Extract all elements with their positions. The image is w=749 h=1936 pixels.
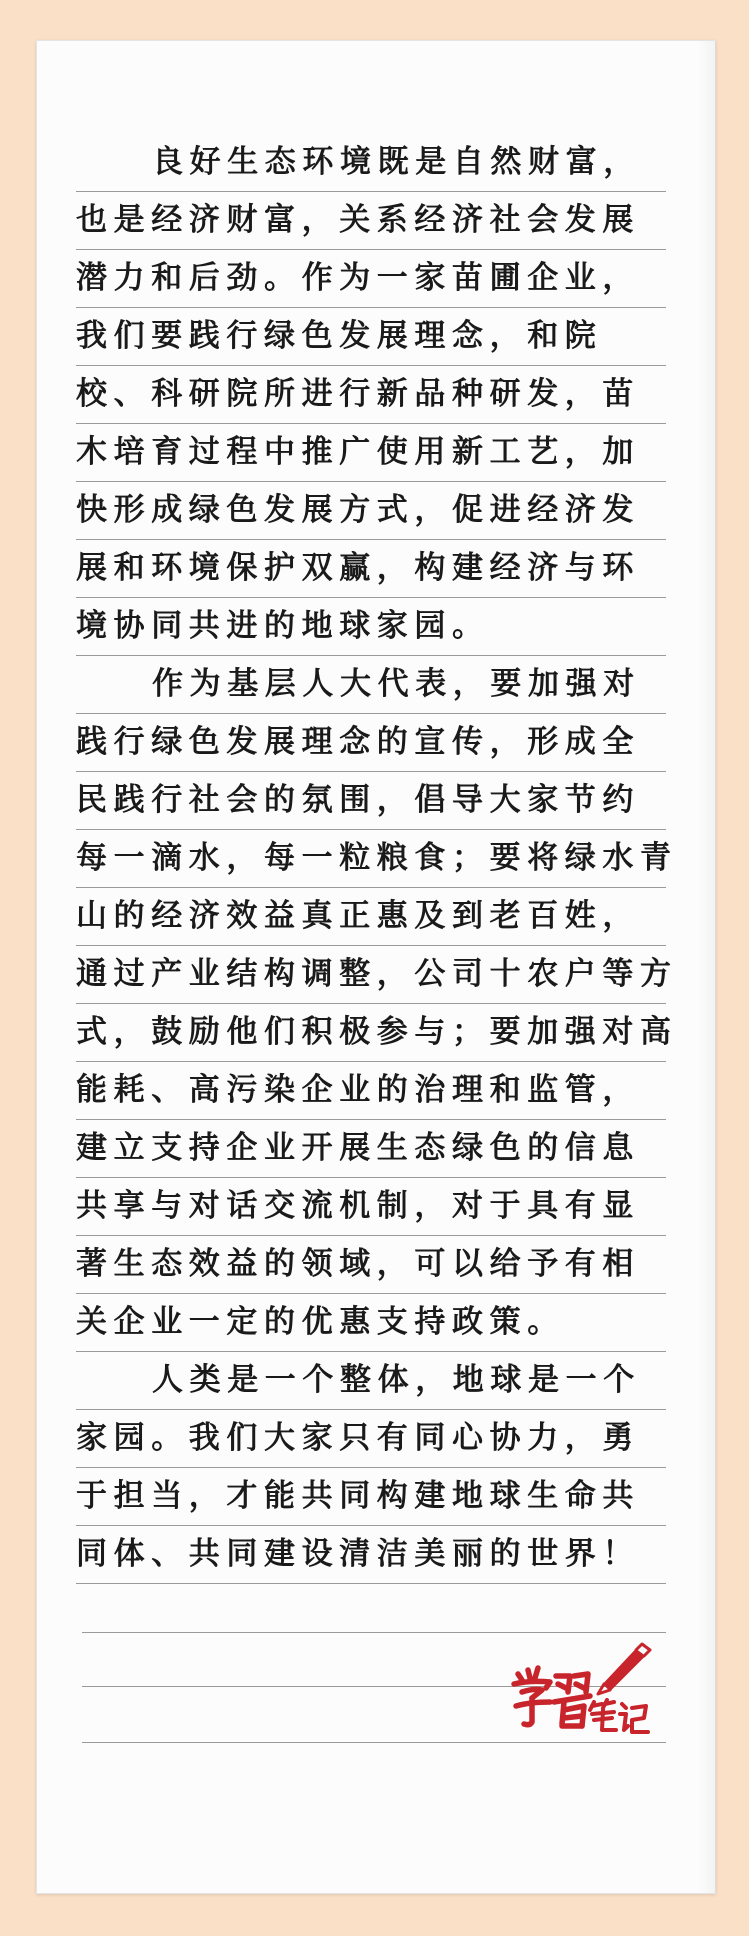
blank-ruled-line (82, 1632, 666, 1633)
paragraph-1-line: 展和环境保护双赢，构建经济与环 (76, 540, 666, 598)
paragraph-1-line: 快形成绿色发展方式，促进经济发 (76, 482, 666, 540)
paragraph-1-line: 校、科研院所进行新品种研发，苗 (76, 366, 666, 424)
paragraph-3-line: 家园。我们大家只有同心协力，勇 (76, 1410, 666, 1468)
paragraph-2-line: 关企业一定的优惠支持政策。 (76, 1294, 666, 1352)
paragraph-1-line: 境协同共进的地球家园。 (76, 598, 666, 656)
paragraph-2-line: 作为基层人大代表，要加强对 (76, 656, 666, 714)
blank-ruled-line (82, 1742, 666, 1743)
paragraph-2-line: 能耗、高污染企业的治理和监管， (76, 1062, 666, 1120)
article-body (76, 134, 678, 1584)
paragraph-1-line: 也是经济财富，关系经济社会发展 (76, 192, 666, 250)
paragraph-3-line: 于担当，才能共同构建地球生命共 (76, 1468, 666, 1526)
paragraph-1-line: 良好生态环境既是自然财富， (76, 134, 666, 192)
paragraph-1-line: 我们要践行绿色发展理念，和院 (76, 308, 666, 366)
paragraph-1-line: 潜力和后劲。作为一家苗圃企业， (76, 250, 666, 308)
study-notes-logo (508, 1640, 658, 1740)
paragraph-1-line: 木培育过程中推广使用新工艺，加 (76, 424, 666, 482)
paragraph-2-line: 建立支持企业开展生态绿色的信息 (76, 1120, 666, 1178)
paragraph-2-line: 山的经济效益真正惠及到老百姓， (76, 888, 666, 946)
paragraph-3-line: 人类是一个整体，地球是一个 (76, 1352, 666, 1410)
paragraph-2-line: 民践行社会的氛围，倡导大家节约 (76, 772, 666, 830)
paragraph-2-line: 著生态效益的领域，可以给予有相 (76, 1236, 666, 1294)
paragraph-2-line: 每一滴水，每一粒粮食；要将绿水青 (76, 830, 666, 888)
paragraph-2-line: 式，鼓励他们积极参与；要加强对高 (76, 1004, 666, 1062)
paragraph-3-line: 同体、共同建设清洁美丽的世界！ (76, 1526, 666, 1584)
paragraph-2-line: 共享与对话交流机制，对于具有显 (76, 1178, 666, 1236)
pen-icon (598, 1644, 650, 1694)
paragraph-2-line: 践行绿色发展理念的宣传，形成全 (76, 714, 666, 772)
paragraph-2-line: 通过产业结构调整，公司十农户等方 (76, 946, 666, 1004)
